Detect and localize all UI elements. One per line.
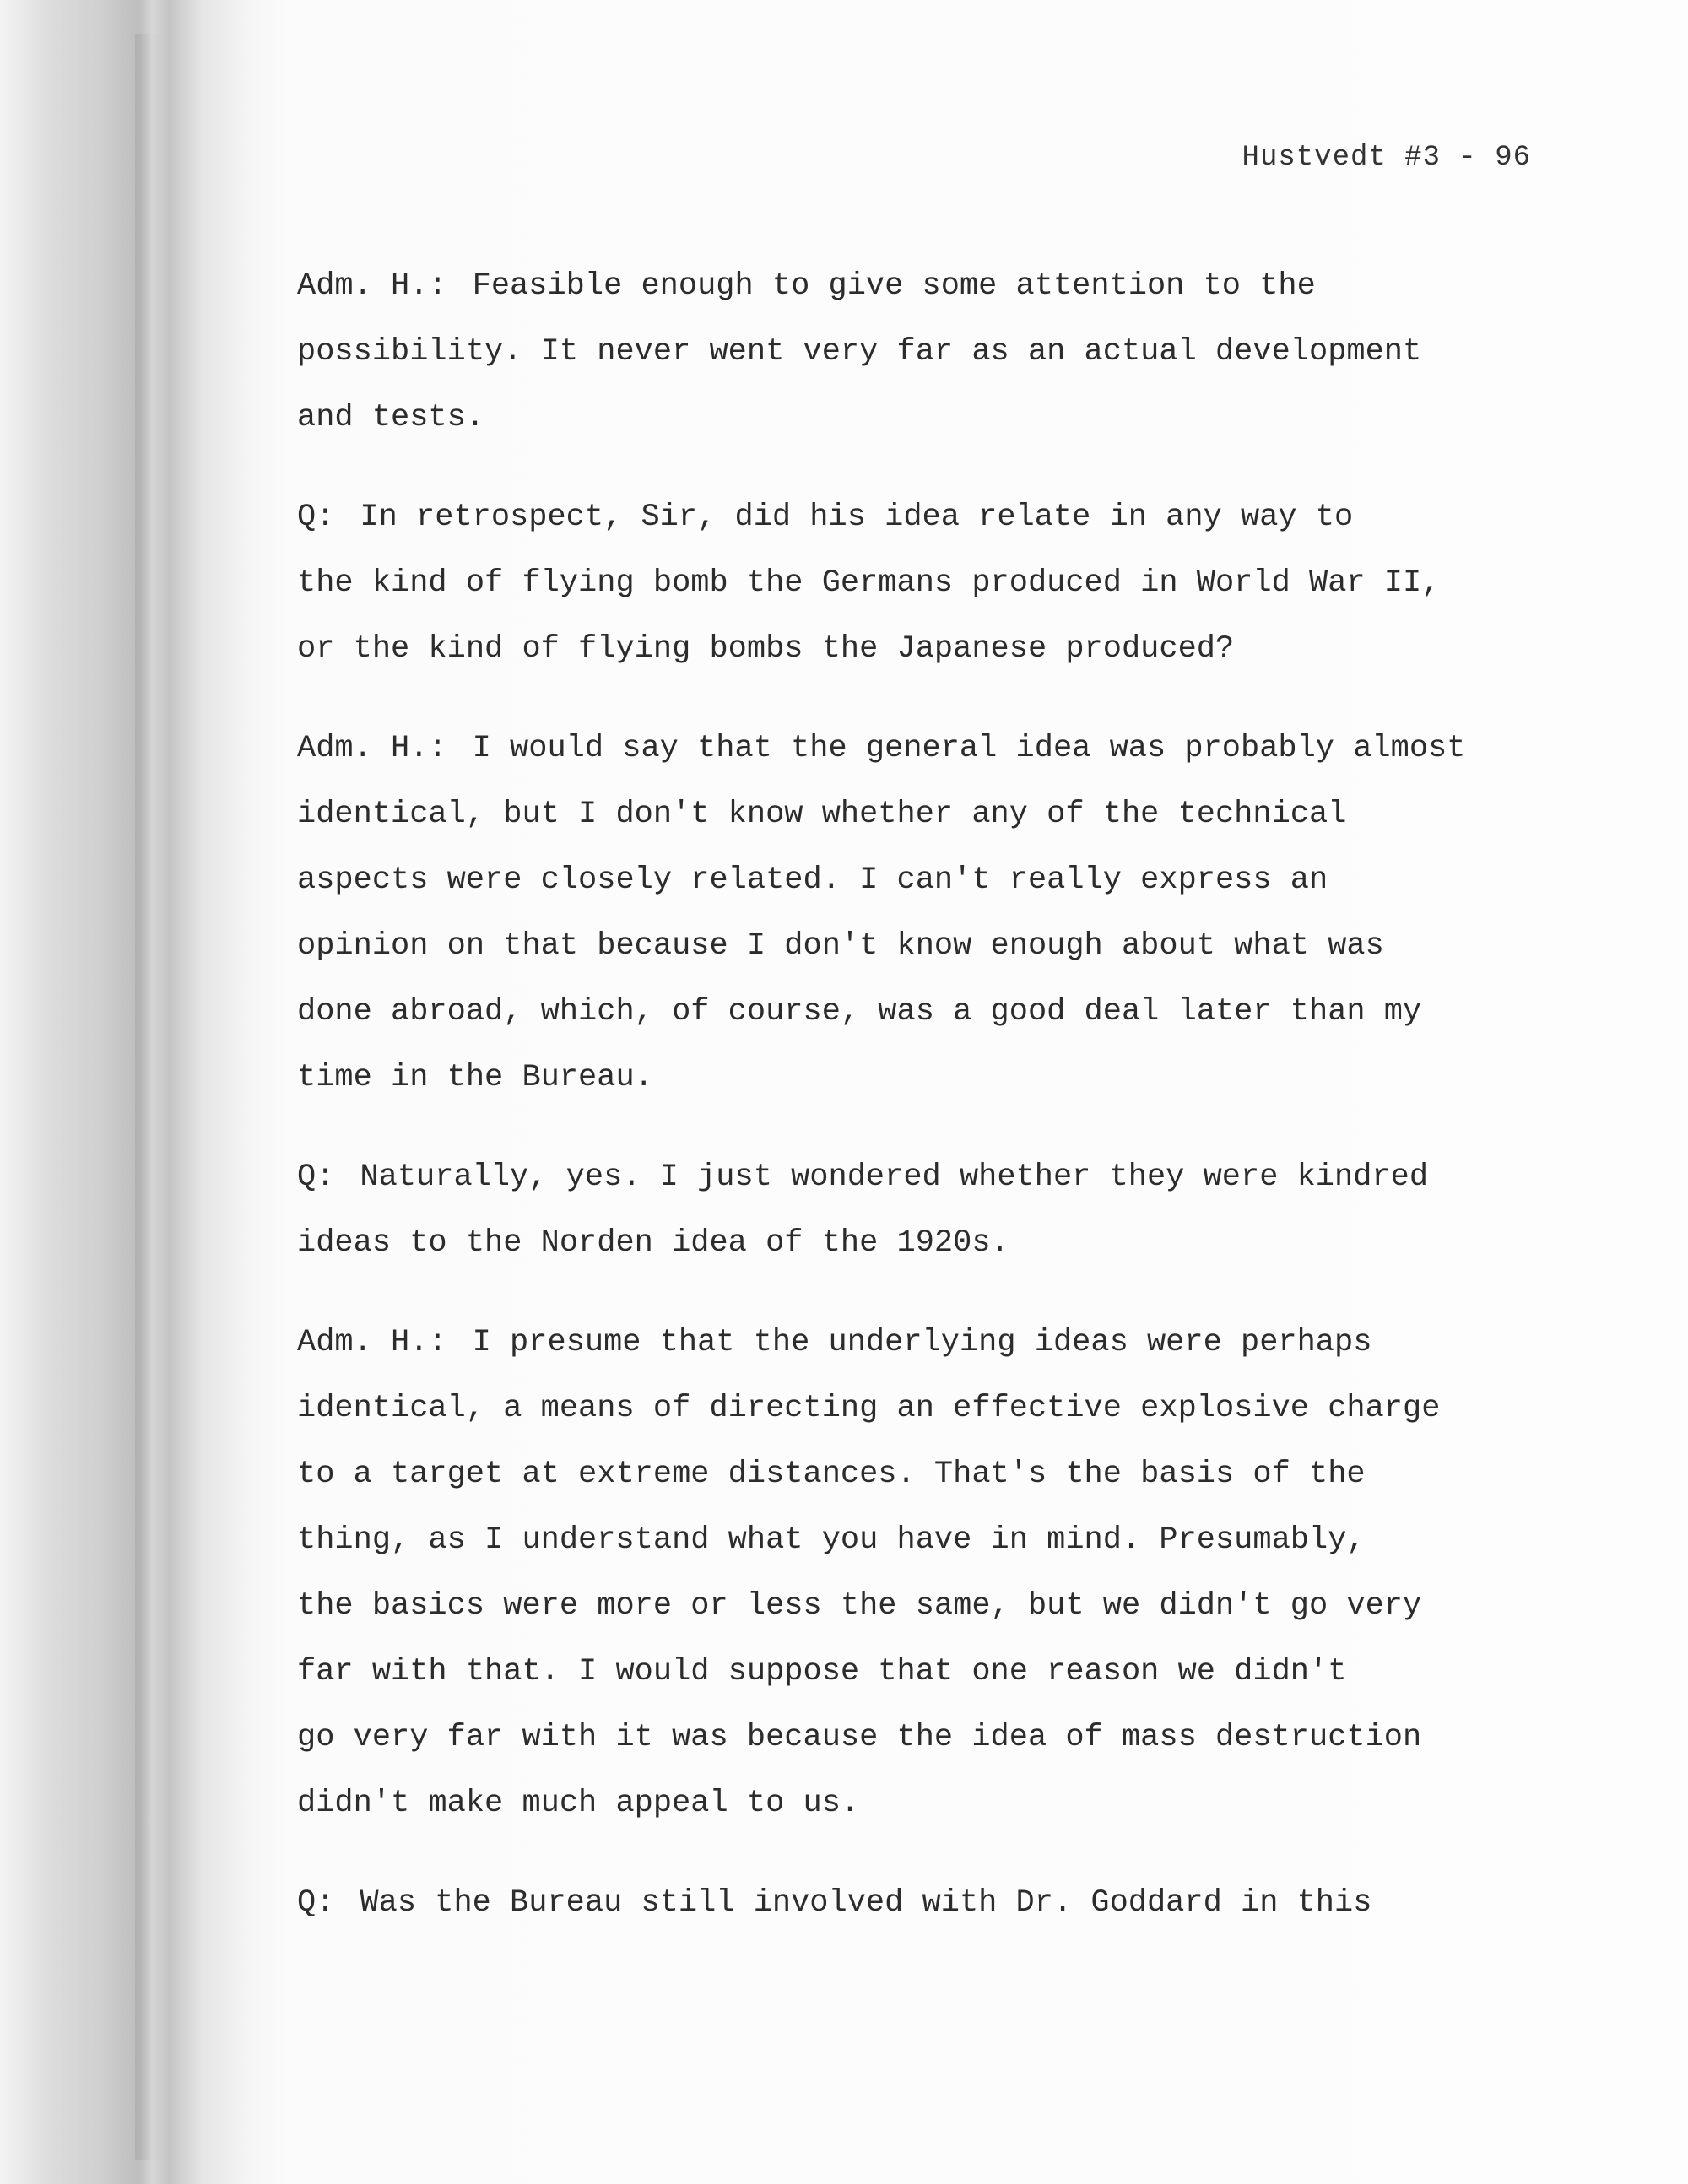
transcript-paragraph (297, 253, 1563, 451)
speaker-label: Q: (297, 1160, 335, 1195)
paragraph-text: Was the Bureau still involved with Dr. Goddard in this (360, 1885, 1372, 1921)
paragraph-text: Naturally, yes. I just wondered whether they were kindred ideas to the Norden idea of the 1920s. (297, 1160, 1429, 1261)
transcript-paragraph (297, 484, 1563, 682)
binding-shadow (135, 34, 169, 2160)
transcript-paragraph (297, 716, 1563, 1111)
paragraph-text: I presume that the underlying ideas were perhaps identical, a means of directing an effective explosive charge to a target at extreme distances. That's the basis of the thing, as I understand what you have in mind. Presumably, the basics were more or less the same, but we didn't go very far with that. I would suppose that one reason we didn't go very far with it was because the idea of mass destruction didn't make much appeal to us. (297, 1325, 1441, 1821)
transcript-body (297, 253, 1563, 1970)
transcript-paragraph (297, 1144, 1563, 1276)
page-number-header: Hustvedt #3 - 96 (1242, 142, 1531, 174)
speaker-label: Adm. H.: (297, 731, 447, 766)
speaker-label: Q: (297, 500, 335, 535)
transcript-paragraph (297, 1310, 1563, 1836)
speaker-label: Q: (297, 1885, 335, 1921)
transcript-paragraph (297, 1870, 1563, 1936)
speaker-label: Adm. H.: (297, 268, 447, 304)
speaker-label: Adm. H.: (297, 1325, 447, 1360)
paragraph-text: I would say that the general idea was probably almost identical, but I don't know whether any of the technical aspects were closely related. I can't really express an opinion on that because I don't know enough about what was done abroad, which, of course, was a good deal later than my time in the Bureau. (297, 731, 1466, 1095)
paragraph-text: In retrospect, Sir, did his idea relate in any way to the kind of flying bomb the Germans produced in World War II, or the kind of flying bombs the Japanese produced? (297, 500, 1441, 667)
paragraph-text: Feasible enough to give some attention to the possibility. It never went very far as an actual development and tests. (297, 268, 1422, 435)
